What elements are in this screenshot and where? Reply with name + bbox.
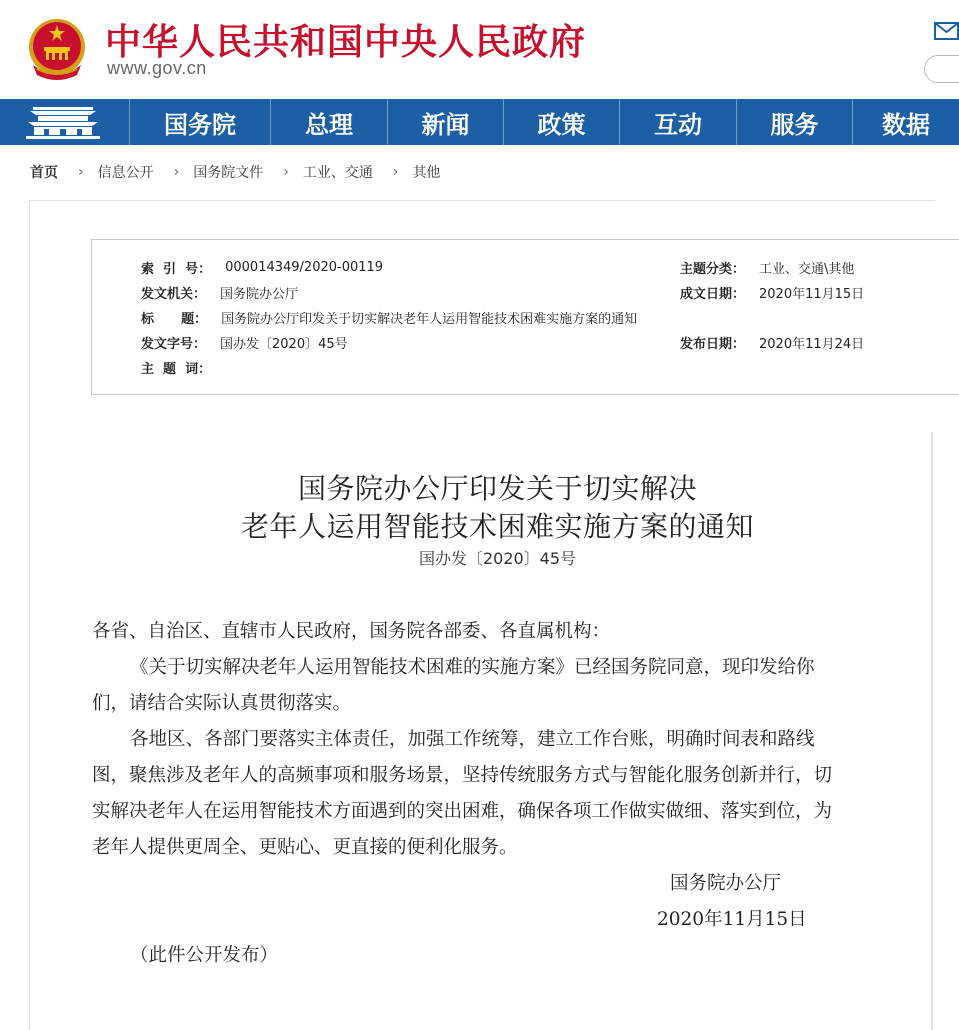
site-header [0,0,959,99]
body-line: 们，请结合实际认真贯彻落实。 [92,693,352,714]
breadcrumb-state-council-docs[interactable]: 国务院文件 [193,165,264,181]
meta-topic-value: 工业、交通\其他 [759,261,855,277]
meta-docno-row [141,332,348,352]
breadcrumb-other[interactable]: 其他 [412,165,441,181]
body-line: 实解决老年人在运用智能技术方面遇到的突出困难，确保各项工作做实做细、落实到位，为 [92,801,833,822]
meta-topic-label: 主题分类： [680,261,746,277]
nav-item-policy[interactable]: 政策 [504,99,620,145]
meta-title-row [141,307,637,327]
mail-icon[interactable] [934,22,959,40]
salutation: 各省、自治区、直辖市人民政府，国务院各部委、各直属机构： [92,621,611,642]
meta-keywords-label: 主 题 词： [141,361,212,377]
document-title-line2: 老年人运用智能技术困难实施方案的通知 [240,510,754,543]
nav-item-interaction[interactable]: 互动 [620,99,737,145]
chevron-right-icon: › [392,164,399,180]
national-emblem-icon[interactable] [27,17,87,81]
site-url: www.gov.cn [107,58,207,78]
body-line: 老年人提供更周全、更贴心、更直接的便利化服务。 [92,837,518,858]
chevron-right-icon: › [173,164,180,180]
search-input[interactable] [924,55,959,83]
meta-topic-row [680,257,854,277]
breadcrumb-industry-transport[interactable]: 工业、交通 [302,165,373,181]
meta-issuer-value: 国务院办公厅 [220,286,299,302]
meta-index-row [141,257,383,277]
meta-issuer-row [141,282,298,302]
meta-published-value: 2020年11月24日 [759,336,865,352]
meta-published-label: 发布日期： [680,336,746,352]
meta-title-label: 标 题： [141,311,208,327]
tiananmen-logo-icon[interactable] [0,99,130,145]
nav-item-state-council[interactable]: 国务院 [130,99,271,145]
publication-note: （此件公开发布） [130,945,279,966]
breadcrumb [30,160,440,184]
document-title-line1: 国务院办公厅印发关于切实解决 [297,472,697,505]
signing-date: 2020年11月15日 [657,909,807,930]
meta-docno-value: 国办发〔2020〕45号 [220,336,348,352]
nav-item-services[interactable]: 服务 [737,99,853,145]
nav-item-data[interactable]: 数据 [882,110,930,139]
meta-published-row [680,332,864,352]
meta-docno-label: 发文字号： [141,336,207,352]
site-title[interactable]: 中华人民共和国中央人民政府 [105,22,587,63]
body-line: 各地区、各部门要落实主体责任，加强工作统筹，建立工作台账，明确时间表和路线 [130,729,815,750]
meta-issuer-label: 发文机关： [141,286,207,302]
meta-written-label: 成文日期： [680,286,746,302]
chevron-right-icon: › [78,164,84,180]
meta-title-value: 国务院办公厅印发关于切实解决老年人运用智能技术困难实施方案的通知 [221,311,638,327]
breadcrumb-info-disclosure[interactable]: 信息公开 [97,165,154,181]
breadcrumb-home[interactable]: 首页 [30,165,58,181]
nav-item-premier[interactable]: 总理 [271,99,388,145]
chevron-right-icon: › [283,164,289,180]
document-meta-box [91,239,959,395]
body-line: 《关于切实解决老年人运用智能技术困难的实施方案》已经国务院同意，现印发给你 [130,657,815,678]
meta-written-value: 2020年11月15日 [759,286,865,302]
body-line: 图，聚焦涉及老年人的高频事项和服务场景，坚持传统服务方式与智能化服务创新并行，切 [92,765,833,786]
meta-written-row [680,282,864,302]
document-number: 国办发〔2020〕45号 [418,549,577,568]
meta-index-label: 索 引 号： [141,261,212,277]
meta-keywords-row [141,357,225,377]
nav-item-news[interactable]: 新闻 [388,99,504,145]
main-nav [0,99,959,145]
signature: 国务院办公厅 [670,873,782,894]
meta-index-value: 000014349/2020-00119 [225,259,384,275]
